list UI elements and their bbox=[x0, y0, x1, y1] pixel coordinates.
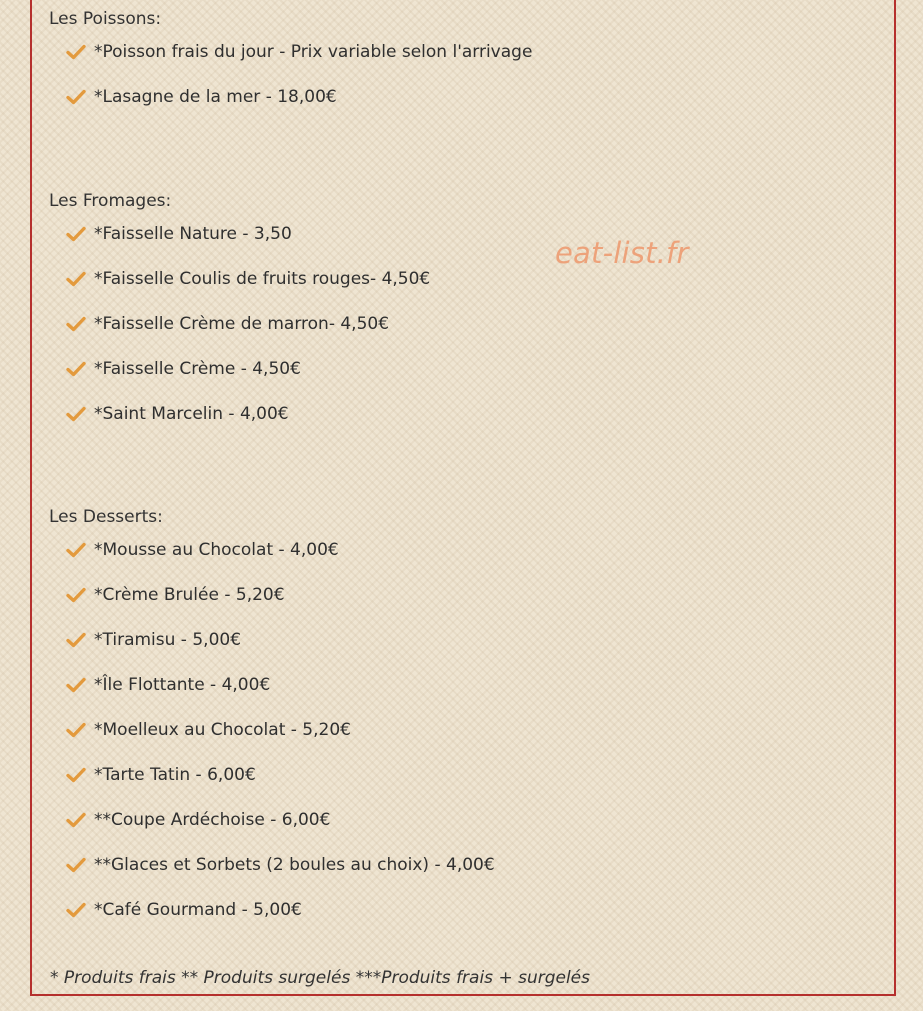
check-icon bbox=[66, 632, 86, 648]
list-item bbox=[66, 85, 337, 109]
check-icon bbox=[66, 271, 86, 287]
list-item bbox=[66, 808, 330, 832]
list-item bbox=[66, 402, 289, 426]
item-label: *Faisselle Crème de marron- 4,50€ bbox=[94, 314, 390, 334]
list-item bbox=[66, 853, 495, 877]
item-label: *Faisselle Coulis de fruits rouges- 4,50€ bbox=[94, 269, 431, 289]
check-icon bbox=[66, 44, 86, 60]
list-item bbox=[66, 222, 292, 246]
check-icon bbox=[66, 542, 86, 558]
check-icon bbox=[66, 226, 86, 242]
list-item bbox=[66, 718, 351, 742]
item-label: *Café Gourmand - 5,00€ bbox=[94, 900, 302, 920]
list-item bbox=[66, 673, 270, 697]
check-icon bbox=[66, 361, 86, 377]
check-icon bbox=[66, 316, 86, 332]
item-label: *Saint Marcelin - 4,00€ bbox=[94, 404, 289, 424]
item-label: **Coupe Ardéchoise - 6,00€ bbox=[94, 810, 331, 830]
check-icon bbox=[66, 812, 86, 828]
list-item bbox=[66, 763, 256, 787]
item-label: *Mousse au Chocolat - 4,00€ bbox=[94, 540, 339, 560]
item-label: *Tiramisu - 5,00€ bbox=[94, 630, 242, 650]
check-icon bbox=[66, 767, 86, 783]
check-icon bbox=[66, 902, 86, 918]
check-icon bbox=[66, 89, 86, 105]
check-icon bbox=[66, 722, 86, 738]
list-item bbox=[66, 40, 532, 64]
section-title-poissons: Les Poissons: bbox=[49, 9, 162, 29]
list-item bbox=[66, 312, 389, 336]
item-label: *Poisson frais du jour - Prix variable selon l'arrivage bbox=[94, 42, 533, 62]
check-icon bbox=[66, 857, 86, 873]
watermark: eat-list.fr bbox=[555, 236, 689, 270]
list-item bbox=[66, 583, 285, 607]
item-label: *Crème Brulée - 5,20€ bbox=[94, 585, 285, 605]
item-label: *Faisselle Nature - 3,50 bbox=[94, 224, 292, 244]
item-label: *Île Flottante - 4,00€ bbox=[94, 675, 271, 695]
item-label: *Faisselle Crème - 4,50€ bbox=[94, 359, 301, 379]
check-icon bbox=[66, 587, 86, 603]
item-label: **Glaces et Sorbets (2 boules au choix) - 4,00€ bbox=[94, 855, 495, 875]
section-title-fromages: Les Fromages: bbox=[49, 191, 172, 211]
list-item bbox=[66, 357, 301, 381]
list-item bbox=[66, 538, 339, 562]
item-label: *Moelleux au Chocolat - 5,20€ bbox=[94, 720, 351, 740]
item-label: *Lasagne de la mer - 18,00€ bbox=[94, 87, 337, 107]
list-item bbox=[66, 628, 241, 652]
legend-note: * Produits frais ** Produits surgelés ***Produits frais + surgelés bbox=[50, 968, 590, 988]
list-item bbox=[66, 898, 302, 922]
item-label: *Tarte Tatin - 6,00€ bbox=[94, 765, 256, 785]
check-icon bbox=[66, 677, 86, 693]
menu-box bbox=[30, 0, 896, 996]
section-title-desserts: Les Desserts: bbox=[49, 507, 163, 527]
check-icon bbox=[66, 406, 86, 422]
list-item bbox=[66, 267, 430, 291]
